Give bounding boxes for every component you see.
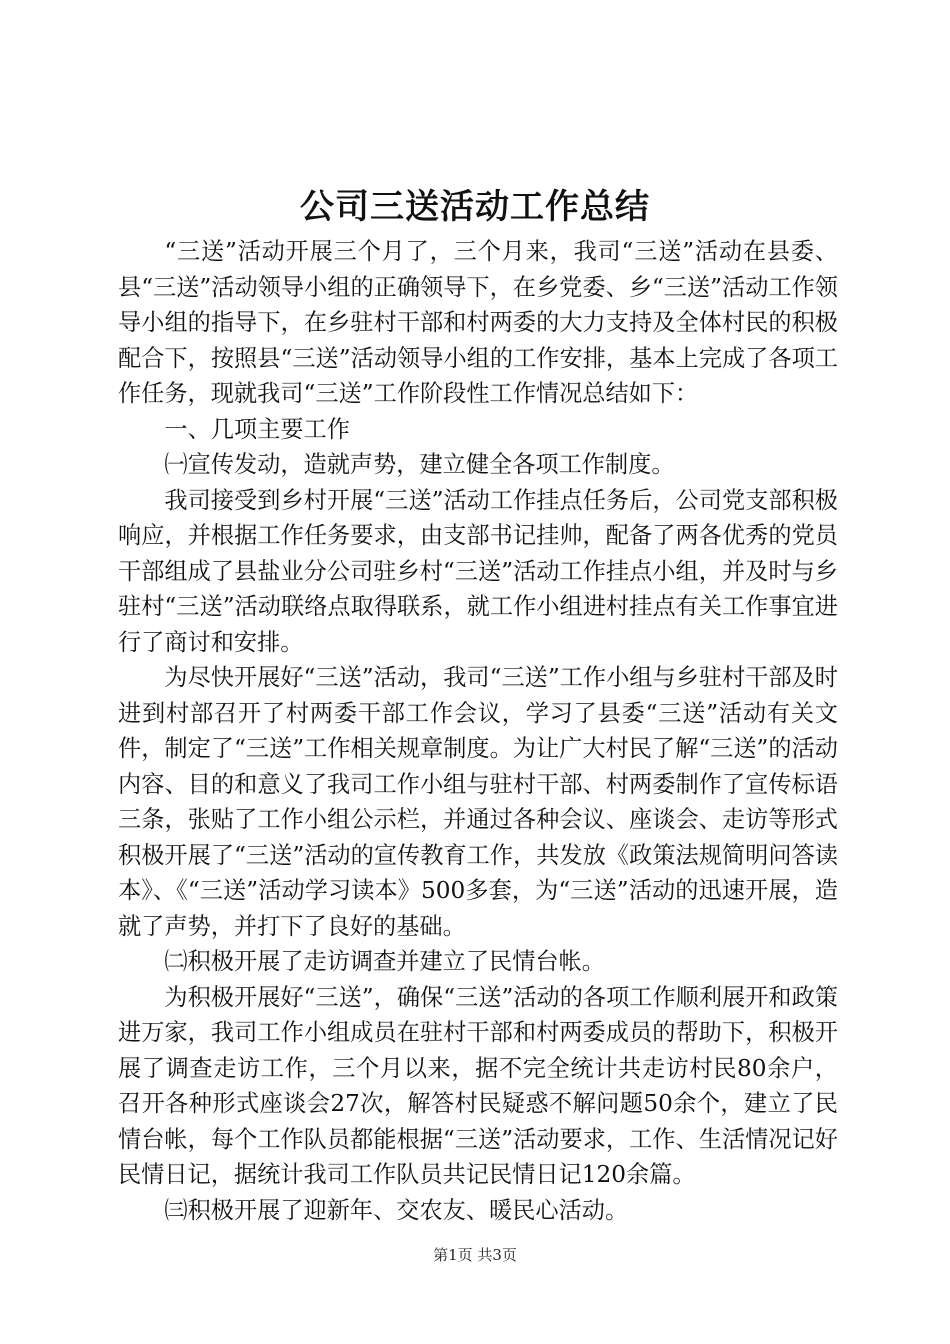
subsection-heading-1: ㈠宣传发动，造就声势，建立健全各项工作制度。 bbox=[164, 451, 675, 478]
paragraph-1: 我司接受到乡村开展“三送”活动工作挂点任务后，公司党支部积极响应，并根据工作任务要求，由支部书记挂帅，配备了两各优秀的党员干部组成了县盐业分公司驻乡村“三送”活动工作挂点小组，并及时与乡驻村“三送”活动联络点取得联系，就工作小组进村挂点有关工作事宜进行了商讨和安排。 bbox=[118, 486, 838, 656]
document-title: 公司三送活动工作总结 bbox=[300, 187, 650, 227]
subsection-heading-3: ㈢积极开展了迎新年、交农友、暖民心活动。 bbox=[164, 1196, 629, 1224]
paragraph-2: 为尽快开展好“三送”活动，我司“三送”工作小组与乡驻村干部及时进到村部召开了村两委干部工作会议，学习了县委“三送”活动有关文件，制定了“三送”工作相关规章制度。为让广大村民了解“三送”的活动内容、目的和意义了我司工作小组与驻村干部、村两委制作了宣传标语三条，张贴了工作小组公示栏，并通过各种会议、座谈会、走访等形式积极开展了“三送”活动的宣传教育工作，共发放《政策法规简明问答读本》、《“三送”活动学习读本》500多套，为“三送”活动的迅速开展，造就了声势，并打下了良好的基础。 bbox=[118, 664, 838, 940]
section-heading: 一、几项主要工作 bbox=[164, 415, 350, 443]
document-body bbox=[118, 234, 838, 1228]
paragraph-intro: “三送”活动开展三个月了，三个月来，我司“三送”活动在县委、县“三送”活动领导小组的正确领导下，在乡党委、乡“三送”活动工作领导小组的指导下，在乡驻村干部和村两委的大力支持及全体村民的积极配合下，按照县“三送”活动领导小组的工作安排，基本上完成了各项工作任务，现就我司“三送”工作阶段性工作情况总结如下： bbox=[118, 238, 838, 407]
page-footer: 第1页 共3页 bbox=[433, 1246, 517, 1264]
paragraph-3: 为积极开展好“三送”，确保“三送”活动的各项工作顺利展开和政策进万家，我司工作小组成员在驻村干部和村两委成员的帮助下，积极开展了调查走访工作，三个月以来，据不完全统计共走访村民80余户，召开各种形式座谈会27次，解答村民疑惑不解问题50余个，建立了民情台帐，每个工作队员都能根据“三送”活动要求，工作、生活情况记好民情日记，据统计我司工作队员共记民情日记120余篇。 bbox=[118, 983, 838, 1188]
subsection-heading-2: ㈡积极开展了走访调查并建立了民情台帐。 bbox=[164, 948, 605, 975]
